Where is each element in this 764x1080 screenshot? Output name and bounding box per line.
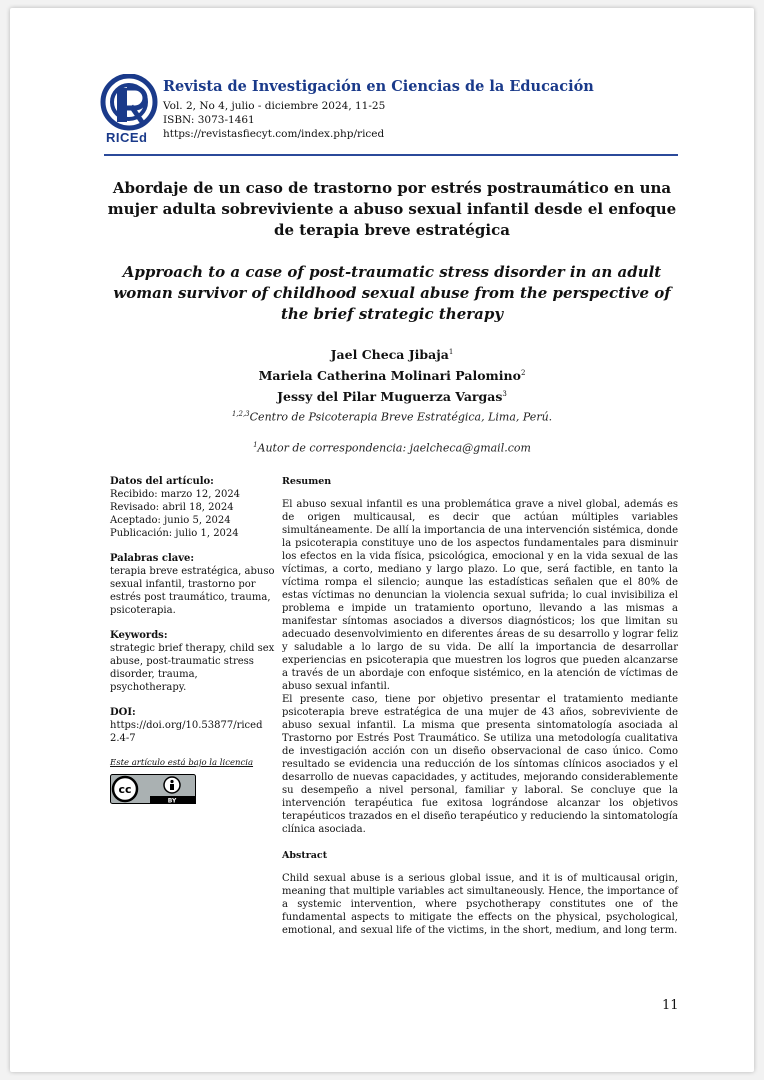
cc-by-license-icon[interactable] <box>110 774 196 804</box>
keywords-english <box>110 629 275 694</box>
article-data-heading: Datos del artículo: <box>110 476 214 487</box>
doi-heading: DOI: <box>110 707 136 718</box>
author: Jael Checa Jibaja$^1$ <box>330 347 454 363</box>
license-link[interactable]: Este artículo está bajo la licencia <box>110 758 254 768</box>
received-date: Recibido: marzo 12, 2024 <box>110 489 241 500</box>
doi-block <box>110 706 275 745</box>
journal-issn: ISBN: 3073-1461 <box>163 114 255 126</box>
document-page <box>10 8 754 1072</box>
page-number: 11 <box>662 998 679 1013</box>
journal-header <box>163 78 594 141</box>
cc-label: cc <box>118 783 132 796</box>
resumen-paragraph-2: El presente caso, tiene por objetivo presentar el tratamiento mediante psicoterapia breve estratégica de una mujer de 43 años, sobreviviente de abuso sexual infantil. La misma que presenta sintomatología asociada al Trastorno por Estrés Post Traumático. Se utiliza una metodología cualitativa de investigación acción con un diseño observacional de caso único. Como resultado se evidencia una reducción de los síntomas clínicos asociados y el desarrollo de nuevas capacidades, y actitudes, mejorando considerablemente su desempeño a nivel personal, familiar y laboral. Se concluye que la intervención terapéutica fue exitosa lográndose alcanzar los objetivos terapéuticos trazados en el diseño terapéutico y reduciendo la sintomatología clínica asociada. <box>282 694 678 835</box>
journal-url[interactable]: https://revistasfiecyt.com/index.php/riced <box>163 128 385 140</box>
revised-date: Revisado: abril 18, 2024 <box>110 502 234 513</box>
accepted-date: Aceptado: junio 5, 2024 <box>110 515 231 526</box>
article-sidebar <box>110 475 275 808</box>
keywords-en-heading: Keywords: <box>110 630 168 641</box>
abstract-paragraph-1: Child sexual abuse is a serious global issue, and it is of multicausal origin, meaning that multiple variables act simultaneously. Hence, the importance of a systemic intervention, where psychotherapy constitutes one of the fundamental aspects to mitigate the effects on the physical, psychological, emotional, and sexual life of the victims, in the short, medium, and long term. <box>282 873 678 936</box>
author: Mariela Catherina Molinari Palomino$^2$ <box>258 368 526 384</box>
keywords-es-heading: Palabras clave: <box>110 553 195 564</box>
published-date: Publicación: julio 1, 2024 <box>110 528 239 539</box>
doi-link[interactable]: https://doi.org/10.53877/riced 2.4-7 <box>110 720 263 744</box>
author-list <box>100 343 684 406</box>
title-english: Approach to a case of post-traumatic stress disorder in an adult woman survivor of childhood sexual abuse from the perspective of the brief strategic therapy <box>113 263 671 323</box>
resumen-paragraph-1: El abuso sexual infantil es una problemática grave a nivel global, además es de origen multicausal, es decir que actúan múltiples variables simultáneamente. De allí la importancia de una intervención sistémica, donde la psicoterapia constituye uno de los aspectos fundamentales para disminuir los efectos en la vida física, psicológica, emocional y en la vida sexual de las víctimas, a corto, mediano y largo plazo. Lo que, será factible, en tanto la víctima rompa el silencio; aunque las estadísticas señalen que el 80% de estas víctimas no denuncian la violencia sexual sufrida; lo cual invisibiliza el problema e impide un tratamiento oportuno, llevando a las mismas a manifestar síntomas asociados a diversos diagnósticos; los que limitan su adecuado desenvolvimiento en diferentes áreas de su desarrollo y lograr feliz y saludable a lo largo de su vida. De allí la importancia de desarrollar experiencias en psicoterapia que muestren los logros que pueden alcanzarse a través de un abordaje con enfoque sistémico, en la atención de víctimas de abuso sexual infantil. <box>282 499 678 692</box>
abstract-heading: Abstract <box>282 850 328 861</box>
keywords-en-text: strategic brief therapy, child sex abuse, post-traumatic stress disorder, trauma, psychotherapy. <box>110 643 275 693</box>
main-column <box>282 475 678 937</box>
journal-title: Revista de Investigación en Ciencias de la Educación <box>163 78 594 95</box>
keywords-es-text: terapia breve estratégica, abuso sexual infantil, trastorno por estrés post traumático, trauma, psicoterapia. <box>110 566 275 616</box>
affiliation: $^{1,2,3}$Centro de Psicoterapia Breve Estratégica, Lima, Perú. <box>231 410 553 424</box>
keywords-spanish <box>110 552 275 617</box>
article-dates <box>110 475 275 540</box>
by-label: BY <box>167 797 177 804</box>
correspondence: $^1$Autor de correspondencia: jaelcheca@gmail.com <box>253 441 531 455</box>
author: Jessy del Pilar Muguerza Vargas$^3$ <box>277 389 507 405</box>
logo-text: RICEd <box>106 130 148 145</box>
header-divider <box>104 154 678 156</box>
resumen-heading: Resumen <box>282 476 332 487</box>
title-spanish: Abordaje de un caso de trastorno por estrés postraumático en una mujer adulta sobreviviente a abuso sexual infantil desde el enfoque de terapia breve estratégica <box>107 179 677 239</box>
journal-volume: Vol. 2, No 4, julio - diciembre 2024, 11-25 <box>163 100 386 112</box>
